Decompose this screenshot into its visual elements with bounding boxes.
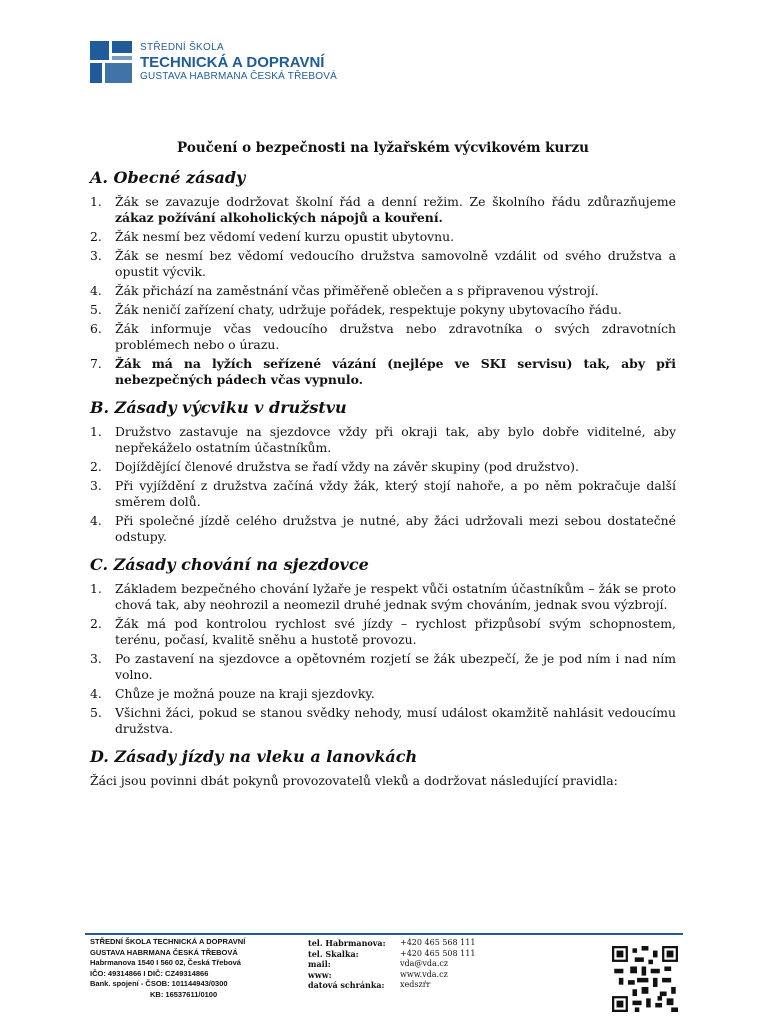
section-d-heading: D. Zásady jízdy na vleku a lanovkách [90,747,418,766]
section-d-intro: Žáci jsou povinni dbát pokynů provozovatelů vleků a dodržovat následující pravidla: [90,773,618,788]
list-item: 1. Žák se zavazuje dodržovat školní řád a denní režim. Ze školního řádu zdůrazňujeme zákaz požívání alkoholických nápojů a kouření. [90,194,676,225]
logo-line-2: TECHNICKÁ A DOPRAVNÍ [140,53,325,71]
contact-row: tel. Habrmanova: +420 465 568 111 [308,938,476,948]
footer-address-line: Bank. spojení - ČSOB: 101144943/0300 [90,979,228,988]
section-a-list [90,194,676,388]
document-title: Poučení o bezpečnosti na lyžařském výcvikovém kurzu [177,140,589,156]
contact-row: mail: vda@vda.cz [308,959,449,969]
list-item: 6. Žák informuje včas vedoucího družstva nebo zdravotníka o svých zdravotních problémech nebo o úrazu. [90,321,676,352]
logo-line-3: GUSTAVA HABRMANA ČESKÁ TŘEBOVÁ [140,70,337,82]
list-item: 4. Při společné jízdě celého družstva je nutné, aby žáci udržovali mezi sebou dostatečné odstupy. [90,513,676,544]
footer-address [90,937,245,1000]
list-item: 4. Chůze je možná pouze na kraji sjezdovky. [90,686,375,701]
list-item: 2. Dojíždějící členové družstva se řadí vždy na závěr skupiny (pod družstvo). [90,459,579,474]
footer-divider [85,933,683,935]
section-c-list [90,581,676,737]
document-body [90,140,676,789]
school-logo [90,40,337,84]
contact-row: datová schránka: xedszŕr [308,980,431,990]
list-item: 5. Žák neničí zařízení chaty, udržuje pořádek, respektuje pokyny ubytovacího řádu. [90,302,622,317]
footer-contacts [308,938,475,991]
section-b-list [90,424,676,545]
qr-code-icon [612,946,678,1012]
section-a-heading: A. Obecné zásady [90,168,246,187]
page-footer [0,930,768,1024]
footer-address-line: STŘEDNÍ ŠKOLA TECHNICKÁ A DOPRAVNÍ [90,937,246,946]
list-item: 3. Žák se nesmí bez vědomí vedoucího družstva samovolně vzdálit od svého družstva a opustit výcvik. [90,248,676,279]
logo-line-1: STŘEDNÍ ŠKOLA [140,41,224,53]
list-item: 3. Po zastavení na sjezdovce a opětovném rozjetí se žák ubezpečí, že je pod ním i nad ním volno. [90,651,676,682]
footer-address-line: Habrmanova 1540 I 560 02, Česká Třebová [90,958,241,967]
list-item: 4. Žák přichází na zaměstnání včas přiměřeně oblečen a s připravenou výstrojí. [90,283,599,298]
list-item: 5. Všichni žáci, pokud se stanou svědky nehody, musí událost okamžitě nahlásit vedoucímu družstva. [90,705,676,736]
list-item: 3. Při vyjíždění z družstva začíná vždy žák, který stojí nahoře, a po něm pokračuje další směrem dolů. [90,478,676,509]
contact-row: tel. Skalka: +420 465 508 111 [308,948,476,959]
footer-address-line: GUSTAVA HABRMANA ČESKÁ TŘEBOVÁ [90,947,238,957]
section-c-heading: C. Zásady chování na sjezdovce [90,555,369,574]
list-item: 1. Družstvo zastavuje na sjezdovce vždy při okraji tak, aby bylo dobře viditelné, aby nepřekáželo ostatním účastníkům. [90,424,676,455]
footer-address-line: KB: 16537611/0100 [150,989,218,999]
list-item: 7. Žák má na lyžích seřízené vázání (nejlépe ve SKI servisu) tak, aby při nebezpečných pádech včas vypnulo. [90,356,676,387]
contact-row: www: www.vda.cz [308,969,448,980]
footer-address-line: IČO: 49314866 I DIČ: CZ49314866 [90,968,209,978]
list-item: 2. Žák nesmí bez vědomí vedení kurzu opustit ubytovnu. [90,229,455,244]
school-logo-icon [90,41,132,83]
section-b-heading: B. Zásady výcviku v družstvu [90,398,347,417]
list-item: 1. Základem bezpečného chování lyžaře je respekt vůči ostatním účastníkům – žák se proto chová tak, aby neohrozil a neomezil druhé jednak svým chováním, jednak svou výzbrojí. [90,581,676,612]
list-item: 2. Žák má pod kontrolou rychlost své jízdy – rychlost přizpůsobí svým schopnostem, terénu, počasí, kvalitě sněhu a hustotě provozu. [90,616,676,647]
